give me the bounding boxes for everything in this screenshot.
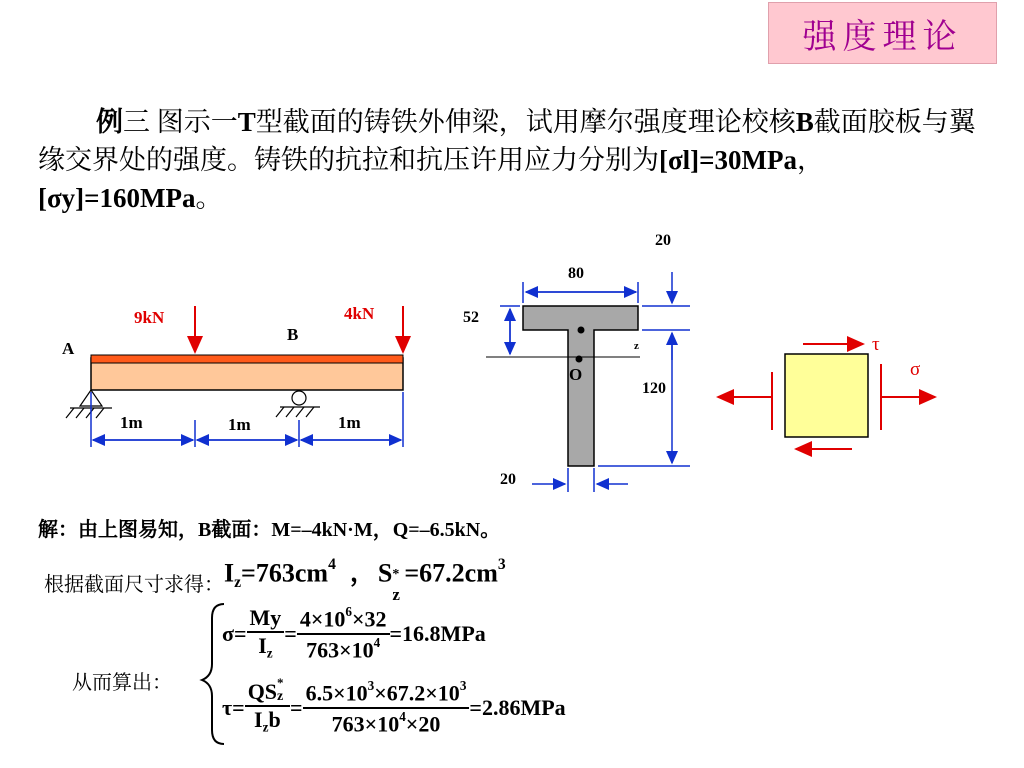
- example-label: 例: [96, 107, 123, 137]
- solution-line-2: [44, 552, 506, 604]
- tau-result: =2.86MPa: [469, 694, 566, 720]
- support-label-b: B: [287, 325, 299, 344]
- problem-separator: ，: [797, 145, 825, 175]
- props-comma: ，: [349, 558, 376, 587]
- load-label-4kn: 4kN: [344, 304, 375, 323]
- sigma-result: =16.8MPa: [389, 620, 486, 646]
- span-label-1: 1m: [120, 413, 143, 432]
- example-number: 三: [123, 107, 150, 137]
- allowable-compression: [σy]=160MPa: [38, 183, 196, 213]
- static-moment-value: S * z $=67.2cm^3$: [377, 555, 506, 604]
- stress-element-square: [785, 354, 868, 437]
- stress-element-diagram: [718, 334, 935, 449]
- axis-label-z: z: [634, 340, 639, 352]
- point-b-dot: [578, 327, 585, 334]
- solution-line-1: 解：由上图易知，B截面：M=–4kN·M，Q=–6.5kN。: [38, 519, 501, 541]
- sigma-frac-2: $\frac{4\times 10^6\times 32}{763\times 10^4}$: [297, 604, 390, 663]
- sigma-equation: σ= $\frac{My}{I_z}$ = $\frac{4\times 10^6\times 32}{763\times 10^4}$ =16.8MPa: [222, 604, 486, 663]
- support-label-a: A: [62, 339, 75, 358]
- problem-text-3: 截面胶板与翼缘交界处的强度。铸铁的抗拉和抗压许用应力分别为: [38, 107, 976, 175]
- tau-equation: τ= QS * z $I_zb$ = $\frac{6.5\times 10^3\times 67.2\times 10^3}{763\times 10^4\times 20}$ =2.86MPa: [222, 675, 566, 737]
- span-label-2: 1m: [228, 415, 251, 434]
- dim-label-52: 52: [463, 309, 479, 326]
- span-label-3: 1m: [338, 413, 361, 432]
- t-section-diagram: [463, 232, 690, 492]
- problem-text-2: 型截面的铸铁外伸梁，试用摩尔强度理论校核: [255, 107, 796, 137]
- centroid-label-o: O: [569, 365, 583, 384]
- inertia-value: $I_z=763cm^4$: [224, 555, 336, 591]
- sigma-frac-1: $\frac{My}{I_z}$: [247, 605, 285, 662]
- centroid-dot: [576, 356, 583, 363]
- problem-t-letter: T: [237, 107, 256, 137]
- beam-diagram: [62, 304, 403, 447]
- dim-label-20-top: 20: [655, 232, 671, 249]
- tau-frac-2: $\frac{6.5\times 10^3\times 67.2\times 10^3}{763\times 10^4\times 20}$: [303, 678, 470, 737]
- support-a-pin: [66, 390, 112, 418]
- beam-top-strip: [91, 355, 403, 363]
- dim-label-80: 80: [568, 265, 584, 282]
- result-prefix: 从而算出：: [72, 672, 172, 694]
- dim-label-120: 120: [642, 380, 666, 397]
- dim-label-20-bot: 20: [500, 471, 516, 488]
- support-b-roller: [276, 391, 320, 417]
- problem-text-1: 图示一: [150, 107, 238, 137]
- section-props-prefix: 根据截面尺寸求得：: [44, 574, 224, 596]
- problem-b-letter: B: [795, 107, 814, 137]
- allowable-tension: [σl]=30MPa: [659, 145, 798, 175]
- problem-end: 。: [195, 183, 223, 213]
- topic-title: 强度理论: [768, 2, 997, 64]
- tau-label: τ: [872, 334, 880, 355]
- equation-brace: [202, 604, 224, 744]
- load-label-9kn: 9kN: [134, 308, 165, 327]
- sigma-label: σ: [910, 359, 921, 380]
- tau-frac-1: QS * z $I_zb$: [245, 679, 290, 736]
